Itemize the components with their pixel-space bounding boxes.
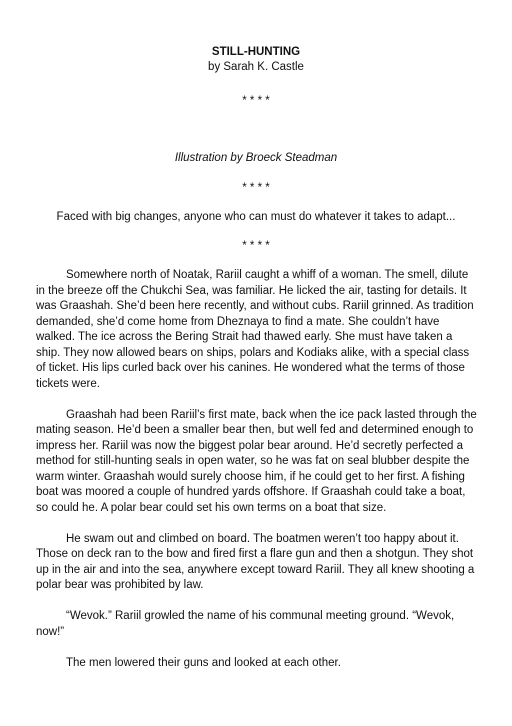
paragraph: Somewhere north of Noatak, Rariil caught a whiff of a woman. The smell, dilute in the breeze off the Chukchi Sea, was familiar. He licked the air, tasting for details. It was Graashah. She’d been here recently, and without cubs. Rariil grinned. As tradition demanded, she’d come home from Dheznaya to find a mate. She couldn’t have walked. The ice across the Bering Strait had thawed early. She must have taken a ship. They now allowed bears on ships, polars and Kodiaks alike, with a special class of ticket. His lips curled back over his canines. He wondered what the terms of those tickets were. bbox=[36, 269, 474, 390]
paragraph: He swam out and climbed on board. The boatmen weren’t too happy about it. Those on deck ran to the bow and fired first a flare gun and then a shotgun. They shot up in the air and into the sea, anywhere except toward Rariil. They all knew shooting a polar bear was prohibited by law. bbox=[36, 532, 475, 591]
paragraph: “Wevok.” Rariil growled the name of his communal meeting ground. “Wevok, now!” bbox=[36, 610, 455, 638]
story-body bbox=[36, 268, 478, 687]
story-tagline: Faced with big changes, anyone who can must do whatever it takes to adapt... bbox=[56, 211, 456, 223]
section-separator: * * * * bbox=[242, 95, 270, 107]
section-separator: * * * * bbox=[242, 240, 270, 252]
paragraph: The men lowered their guns and looked at each other. bbox=[66, 656, 341, 669]
section-separator: * * * * bbox=[242, 182, 270, 194]
paragraph: Graashah had been Rariil’s first mate, back when the ice pack lasted through the mating season. He’d been a smaller bear then, but well fed and determined enough to impress her. Rariil was now the biggest polar bear around. He’d secretly perfected a method for still-hunting seals in open water, so he was fat on seal blubber despite the warm winter. Graashah would surely choose him, if he could get to her first. A fishing boat was moored a couple of hundred yards offshore. If Graashah could take a boat, so could he. A polar bear could set his own terms on a boat that size. bbox=[36, 408, 477, 514]
author-byline: by Sarah K. Castle bbox=[208, 61, 304, 73]
story-title: STILL-HUNTING bbox=[211, 46, 301, 58]
illustration-credit: Illustration by Broeck Steadman bbox=[174, 152, 338, 164]
